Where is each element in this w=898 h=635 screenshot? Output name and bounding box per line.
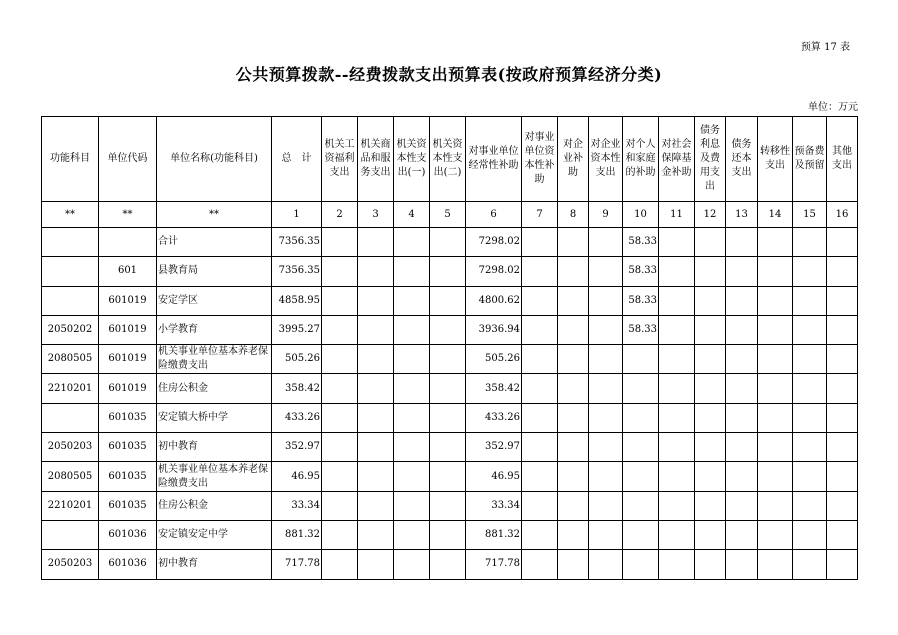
amount-cell (322, 491, 358, 520)
amount-cell (659, 228, 695, 257)
amount-cell (695, 520, 726, 549)
column-header: 债务还本支出 (726, 117, 758, 202)
amount-cell (430, 520, 466, 549)
table-row (42, 286, 858, 315)
amount-cell (793, 374, 827, 403)
amount-cell (726, 374, 758, 403)
amount-cell (726, 286, 758, 315)
amount-cell: 7298.02 (466, 257, 522, 286)
column-index: 6 (466, 202, 522, 228)
column-index: 13 (726, 202, 758, 228)
function-code-cell: 2210201 (42, 374, 99, 403)
amount-cell (659, 403, 695, 432)
unit-name-cell: 安定镇大桥中学 (157, 403, 272, 432)
table-row (42, 462, 858, 491)
amount-cell (726, 403, 758, 432)
unit-code-cell: 601 (99, 257, 157, 286)
column-header: 对事业单位经常性补助 (466, 117, 522, 202)
amount-cell: 881.32 (272, 520, 322, 549)
amount-cell (827, 257, 858, 286)
amount-cell (394, 257, 430, 286)
amount-cell (623, 433, 659, 462)
table-row (42, 491, 858, 520)
amount-cell (322, 550, 358, 579)
column-header: 其他支出 (827, 117, 858, 202)
amount-cell: 58.33 (623, 257, 659, 286)
amount-cell (558, 520, 589, 549)
amount-cell (695, 228, 726, 257)
unit-code-cell: 601035 (99, 403, 157, 432)
amount-cell (394, 520, 430, 549)
column-header: 预备费及预留 (793, 117, 827, 202)
unit-name-cell: 安定镇安定中学 (157, 520, 272, 549)
amount-cell (589, 228, 623, 257)
column-header: 债务利息及费用支出 (695, 117, 726, 202)
column-index: 16 (827, 202, 858, 228)
column-header: 机关工资福利支出 (322, 117, 358, 202)
amount-cell: 58.33 (623, 228, 659, 257)
amount-cell (322, 286, 358, 315)
amount-cell (394, 462, 430, 491)
table-row (42, 257, 858, 286)
amount-cell (726, 491, 758, 520)
amount-cell (558, 286, 589, 315)
amount-cell (358, 228, 394, 257)
amount-cell (522, 520, 558, 549)
amount-cell (522, 462, 558, 491)
amount-cell (726, 228, 758, 257)
column-header: 对事业单位资本性补助 (522, 117, 558, 202)
unit-code-cell: 601019 (99, 345, 157, 374)
amount-cell (394, 433, 430, 462)
amount-cell (522, 550, 558, 579)
amount-cell (758, 491, 793, 520)
amount-cell (430, 374, 466, 403)
amount-cell (758, 433, 793, 462)
amount-cell (758, 520, 793, 549)
amount-cell (358, 403, 394, 432)
amount-cell: 881.32 (466, 520, 522, 549)
budget-table (41, 116, 858, 580)
column-index: ** (99, 202, 157, 228)
amount-cell (358, 520, 394, 549)
column-index: 12 (695, 202, 726, 228)
amount-cell (827, 491, 858, 520)
amount-cell (827, 462, 858, 491)
column-index: 8 (558, 202, 589, 228)
amount-cell (726, 550, 758, 579)
amount-cell (659, 315, 695, 344)
unit-name-cell: 住房公积金 (157, 491, 272, 520)
amount-cell (358, 257, 394, 286)
amount-cell (589, 257, 623, 286)
unit-code-cell: 601019 (99, 286, 157, 315)
table-row (42, 374, 858, 403)
amount-cell (695, 550, 726, 579)
amount-cell (726, 315, 758, 344)
page-title: 公共预算拨款--经费拨款支出预算表(按政府预算经济分类) (235, 65, 663, 84)
table-row (42, 550, 858, 579)
function-code-cell: 2050203 (42, 550, 99, 579)
amount-cell (758, 462, 793, 491)
column-index-row (42, 202, 858, 228)
amount-cell (322, 462, 358, 491)
amount-cell (589, 315, 623, 344)
amount-cell (322, 345, 358, 374)
amount-cell (522, 315, 558, 344)
amount-cell (589, 491, 623, 520)
amount-cell (322, 315, 358, 344)
column-header: 对个人和家庭的补助 (623, 117, 659, 202)
function-code-cell (42, 403, 99, 432)
amount-cell (430, 345, 466, 374)
column-index: 15 (793, 202, 827, 228)
function-code-cell: 2080505 (42, 345, 99, 374)
amount-cell (358, 462, 394, 491)
amount-cell (522, 228, 558, 257)
amount-cell (695, 491, 726, 520)
amount-cell: 505.26 (466, 345, 522, 374)
amount-cell (827, 374, 858, 403)
amount-cell (430, 550, 466, 579)
unit-name-cell: 县教育局 (157, 257, 272, 286)
table-header-row (42, 117, 858, 202)
amount-cell (659, 433, 695, 462)
unit-name-cell: 安定学区 (157, 286, 272, 315)
amount-cell: 505.26 (272, 345, 322, 374)
amount-cell: 4858.95 (272, 286, 322, 315)
amount-cell (695, 257, 726, 286)
amount-cell (558, 550, 589, 579)
column-index: 10 (623, 202, 659, 228)
amount-cell (394, 491, 430, 520)
amount-cell (758, 403, 793, 432)
amount-cell (394, 286, 430, 315)
column-header: 单位代码 (99, 117, 157, 202)
amount-cell (322, 374, 358, 403)
amount-cell (623, 403, 659, 432)
amount-cell (430, 257, 466, 286)
amount-cell (394, 550, 430, 579)
amount-cell (522, 257, 558, 286)
amount-cell: 33.34 (272, 491, 322, 520)
amount-cell (522, 491, 558, 520)
column-index: ** (157, 202, 272, 228)
amount-cell (695, 345, 726, 374)
amount-cell (793, 286, 827, 315)
amount-cell (430, 403, 466, 432)
unit-name-cell: 机关事业单位基本养老保险缴费支出 (157, 345, 272, 374)
amount-cell (793, 462, 827, 491)
amount-cell: 3995.27 (272, 315, 322, 344)
amount-cell (827, 345, 858, 374)
column-header: 单位名称(功能科目) (157, 117, 272, 202)
amount-cell (522, 286, 558, 315)
amount-cell: 433.26 (272, 403, 322, 432)
column-index: 5 (430, 202, 466, 228)
amount-cell: 352.97 (272, 433, 322, 462)
amount-cell (726, 462, 758, 491)
amount-cell (558, 491, 589, 520)
amount-cell: 46.95 (272, 462, 322, 491)
column-index: 14 (758, 202, 793, 228)
amount-cell: 33.34 (466, 491, 522, 520)
amount-cell (659, 520, 695, 549)
amount-cell (358, 550, 394, 579)
amount-cell (558, 433, 589, 462)
function-code-cell: 2210201 (42, 491, 99, 520)
column-index: 4 (394, 202, 430, 228)
table-row (42, 433, 858, 462)
amount-cell (430, 433, 466, 462)
amount-cell (430, 491, 466, 520)
amount-cell (322, 228, 358, 257)
amount-cell (322, 520, 358, 549)
amount-cell (659, 462, 695, 491)
amount-cell (394, 228, 430, 257)
amount-cell: 717.78 (466, 550, 522, 579)
amount-cell (827, 228, 858, 257)
unit-code-cell: 601019 (99, 374, 157, 403)
amount-cell (394, 374, 430, 403)
amount-cell (394, 315, 430, 344)
amount-cell (558, 403, 589, 432)
amount-cell (695, 433, 726, 462)
amount-cell (827, 550, 858, 579)
amount-cell (430, 462, 466, 491)
amount-cell (623, 491, 659, 520)
amount-cell (589, 403, 623, 432)
amount-cell (358, 433, 394, 462)
amount-cell: 58.33 (623, 315, 659, 344)
amount-cell (793, 315, 827, 344)
amount-cell: 352.97 (466, 433, 522, 462)
amount-cell (659, 286, 695, 315)
amount-cell (758, 345, 793, 374)
amount-cell (623, 462, 659, 491)
amount-cell (558, 374, 589, 403)
amount-cell (589, 550, 623, 579)
amount-cell (793, 550, 827, 579)
amount-cell (726, 257, 758, 286)
amount-cell (522, 403, 558, 432)
amount-cell (726, 520, 758, 549)
amount-cell: 7298.02 (466, 228, 522, 257)
amount-cell (322, 257, 358, 286)
amount-cell: 46.95 (466, 462, 522, 491)
amount-cell (758, 286, 793, 315)
column-header: 对企业补助 (558, 117, 589, 202)
amount-cell (623, 345, 659, 374)
amount-cell: 433.26 (466, 403, 522, 432)
unit-code-cell: 601036 (99, 520, 157, 549)
amount-cell (659, 257, 695, 286)
unit-label: 单位：万元 (808, 102, 858, 113)
amount-cell: 7356.35 (272, 228, 322, 257)
amount-cell (394, 345, 430, 374)
function-code-cell (42, 520, 99, 549)
amount-cell: 7356.35 (272, 257, 322, 286)
table-row (42, 345, 858, 374)
column-header: 对社会保障基金补助 (659, 117, 695, 202)
amount-cell (358, 315, 394, 344)
amount-cell (695, 286, 726, 315)
amount-cell (758, 374, 793, 403)
unit-code-cell: 601035 (99, 462, 157, 491)
amount-cell (793, 433, 827, 462)
amount-cell (322, 403, 358, 432)
table-row (42, 403, 858, 432)
amount-cell (827, 315, 858, 344)
column-header: 总 计 (272, 117, 322, 202)
amount-cell (726, 345, 758, 374)
unit-name-cell: 小学教育 (157, 315, 272, 344)
function-code-cell: 2050202 (42, 315, 99, 344)
amount-cell (659, 550, 695, 579)
table-row (42, 315, 858, 344)
amount-cell (793, 228, 827, 257)
column-index: 7 (522, 202, 558, 228)
amount-cell (793, 345, 827, 374)
amount-cell (827, 433, 858, 462)
amount-cell (322, 433, 358, 462)
amount-cell (623, 550, 659, 579)
amount-cell (589, 286, 623, 315)
amount-cell (358, 286, 394, 315)
column-index: ** (42, 202, 99, 228)
amount-cell (394, 403, 430, 432)
column-header: 转移性支出 (758, 117, 793, 202)
column-index: 2 (322, 202, 358, 228)
amount-cell (589, 462, 623, 491)
amount-cell (558, 257, 589, 286)
amount-cell (522, 374, 558, 403)
amount-cell (793, 257, 827, 286)
amount-cell (589, 374, 623, 403)
amount-cell (522, 345, 558, 374)
table-row (42, 520, 858, 549)
function-code-cell: 2080505 (42, 462, 99, 491)
function-code-cell (42, 228, 99, 257)
amount-cell (659, 374, 695, 403)
unit-name-cell: 合计 (157, 228, 272, 257)
table-row (42, 228, 858, 257)
amount-cell (589, 520, 623, 549)
unit-code-cell: 601019 (99, 315, 157, 344)
amount-cell: 358.42 (272, 374, 322, 403)
column-header: 机关资本性支出(二) (430, 117, 466, 202)
amount-cell (695, 462, 726, 491)
column-index: 11 (659, 202, 695, 228)
amount-cell: 717.78 (272, 550, 322, 579)
unit-name-cell: 初中教育 (157, 550, 272, 579)
amount-cell (793, 491, 827, 520)
amount-cell (430, 315, 466, 344)
amount-cell (558, 228, 589, 257)
amount-cell: 358.42 (466, 374, 522, 403)
column-header: 对企业资本性支出 (589, 117, 623, 202)
amount-cell (558, 345, 589, 374)
column-header: 机关资本性支出(一) (394, 117, 430, 202)
unit-code-cell: 601035 (99, 491, 157, 520)
amount-cell (522, 433, 558, 462)
column-index: 3 (358, 202, 394, 228)
column-header: 功能科目 (42, 117, 99, 202)
amount-cell (827, 520, 858, 549)
amount-cell (358, 374, 394, 403)
amount-cell (695, 315, 726, 344)
function-code-cell: 2050203 (42, 433, 99, 462)
amount-cell (589, 433, 623, 462)
column-header: 机关商品和服务支出 (358, 117, 394, 202)
unit-code-cell: 601036 (99, 550, 157, 579)
amount-cell: 4800.62 (466, 286, 522, 315)
amount-cell (695, 403, 726, 432)
column-index: 9 (589, 202, 623, 228)
amount-cell (558, 315, 589, 344)
amount-cell (758, 550, 793, 579)
amount-cell (558, 462, 589, 491)
unit-name-cell: 机关事业单位基本养老保险缴费支出 (157, 462, 272, 491)
amount-cell (758, 228, 793, 257)
function-code-cell (42, 286, 99, 315)
unit-code-cell (99, 228, 157, 257)
amount-cell (430, 228, 466, 257)
unit-code-cell: 601035 (99, 433, 157, 462)
unit-name-cell: 住房公积金 (157, 374, 272, 403)
amount-cell (589, 345, 623, 374)
amount-cell: 58.33 (623, 286, 659, 315)
amount-cell: 3936.94 (466, 315, 522, 344)
amount-cell (659, 345, 695, 374)
amount-cell (623, 520, 659, 549)
amount-cell (793, 403, 827, 432)
amount-cell (726, 433, 758, 462)
amount-cell (358, 345, 394, 374)
amount-cell (695, 374, 726, 403)
amount-cell (793, 520, 827, 549)
amount-cell (758, 257, 793, 286)
column-index: 1 (272, 202, 322, 228)
amount-cell (430, 286, 466, 315)
form-number: 预算 17 表 (800, 42, 850, 53)
amount-cell (659, 491, 695, 520)
amount-cell (827, 403, 858, 432)
amount-cell (758, 315, 793, 344)
function-code-cell (42, 257, 99, 286)
amount-cell (358, 491, 394, 520)
amount-cell (623, 374, 659, 403)
amount-cell (827, 286, 858, 315)
unit-name-cell: 初中教育 (157, 433, 272, 462)
